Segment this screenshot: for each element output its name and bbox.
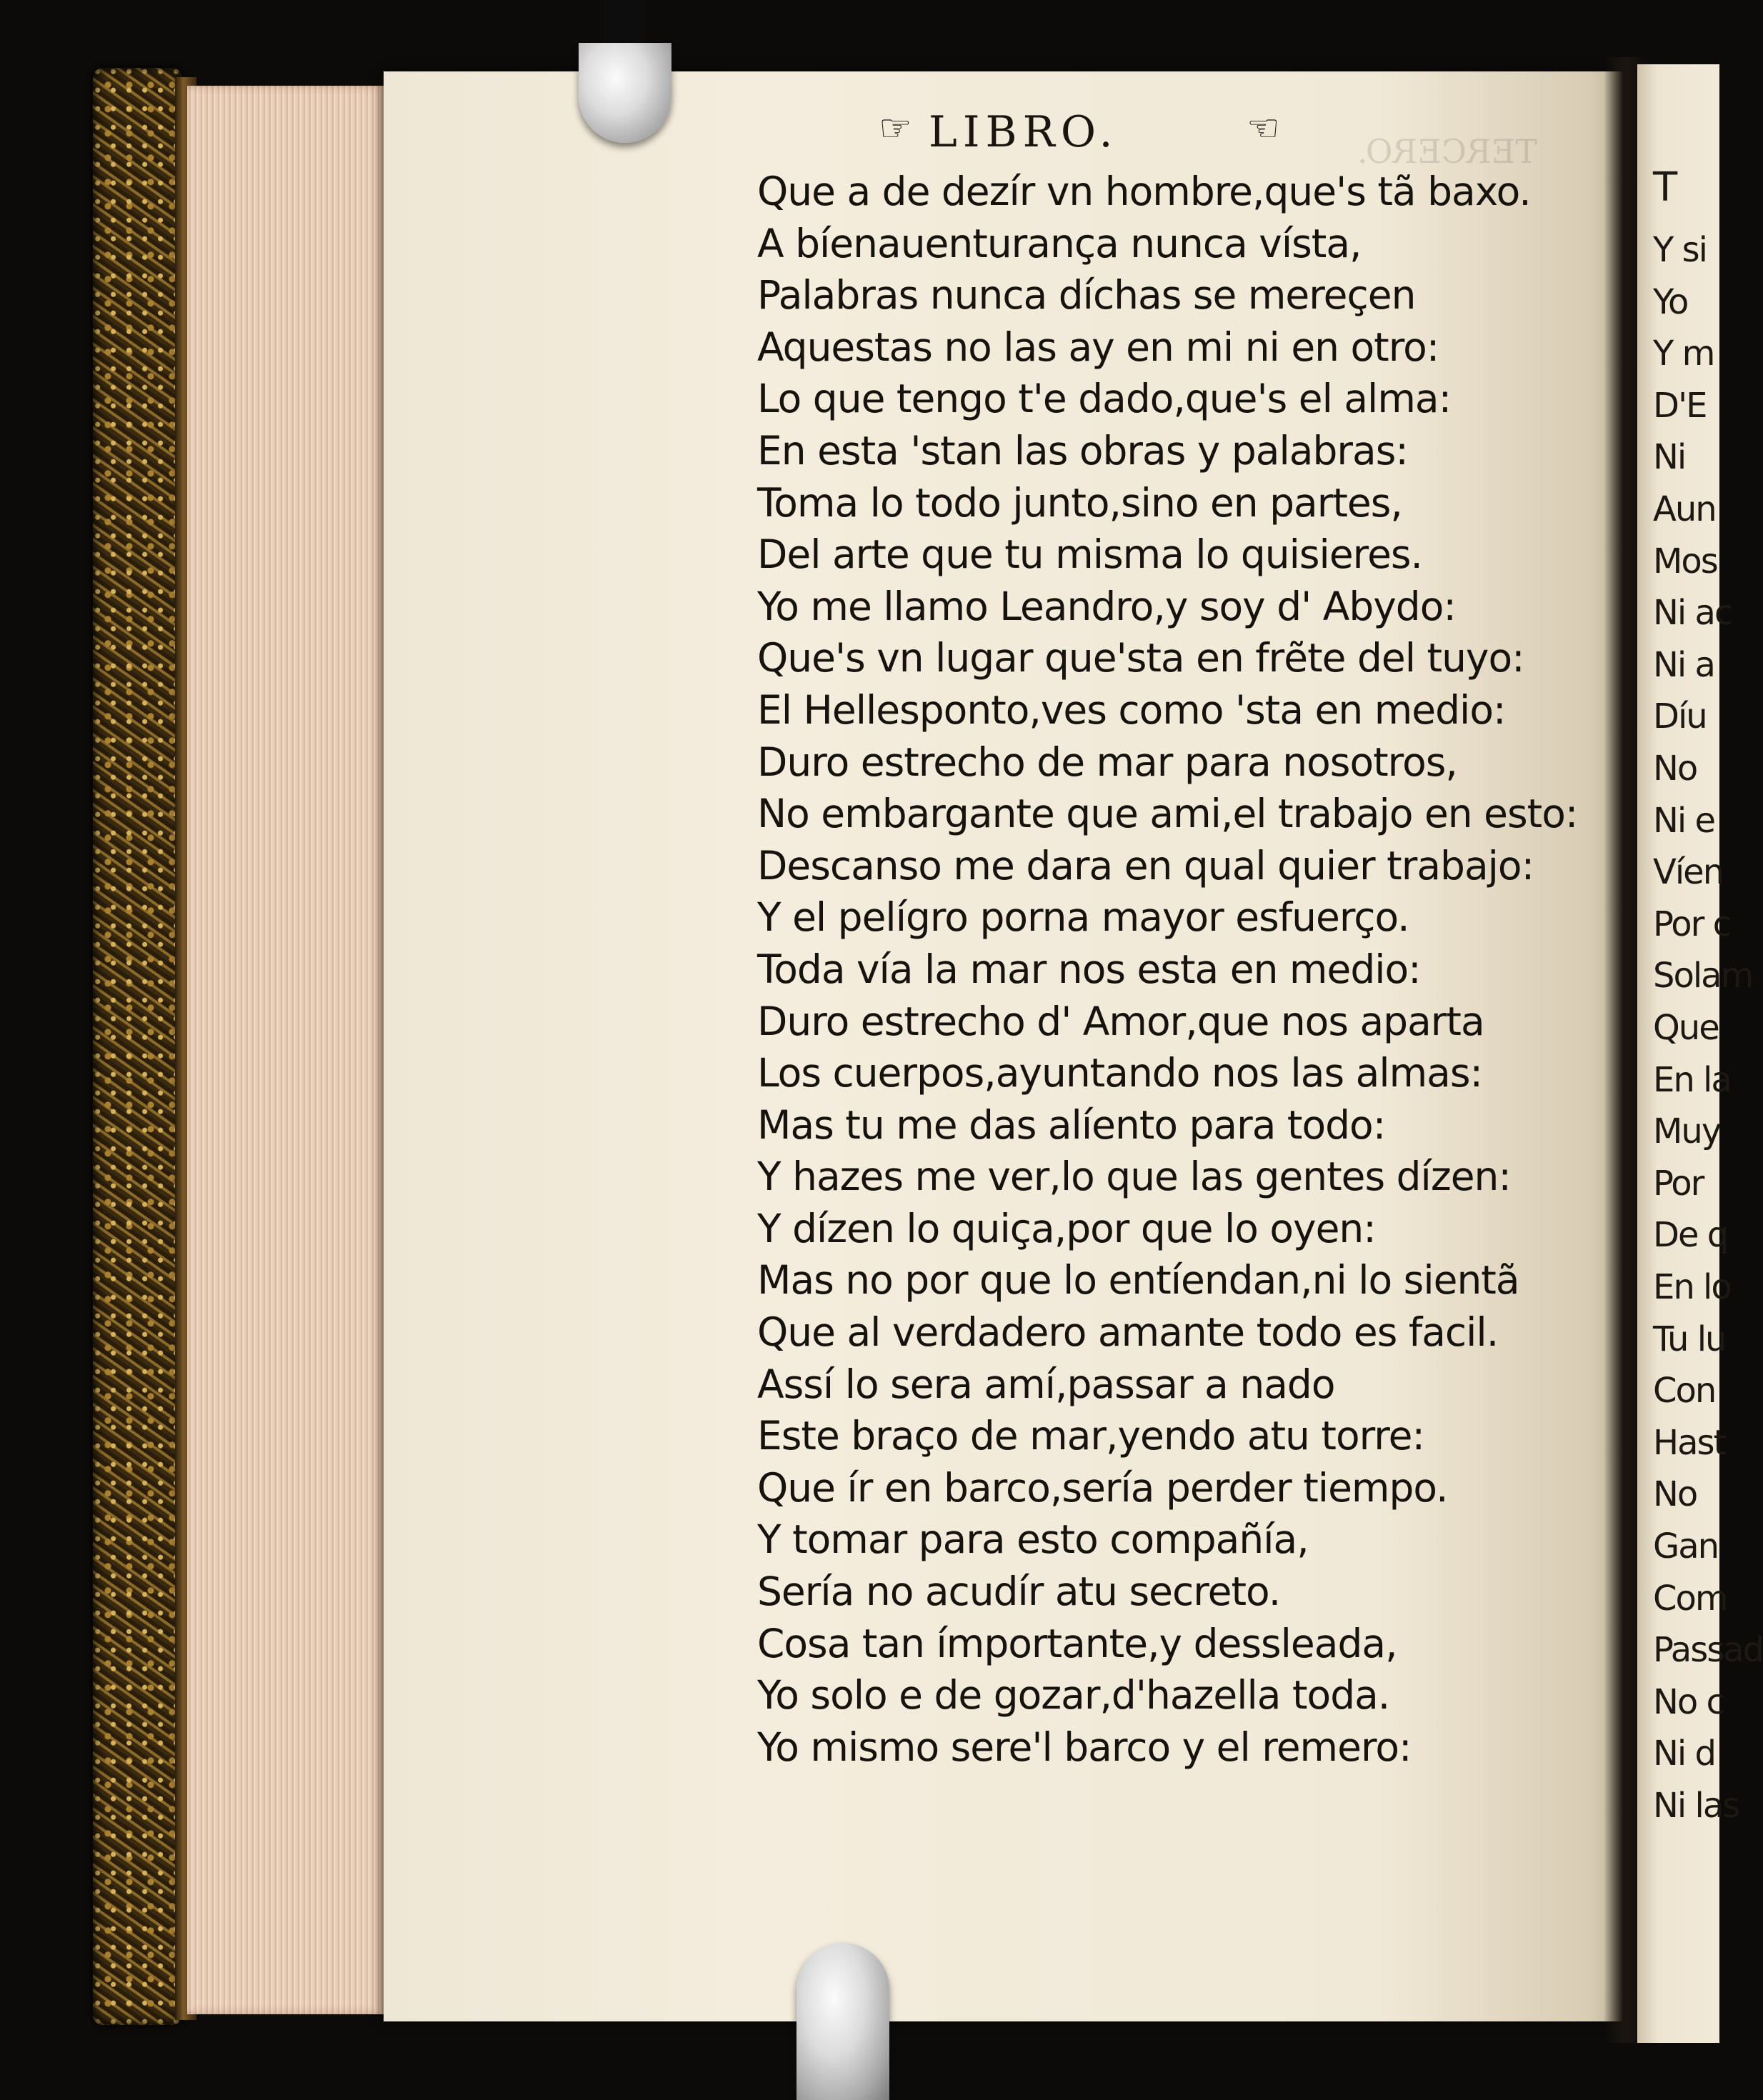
verse-line: Lo que tengo t'e dado,que's el alma:: [757, 376, 1452, 422]
facing-line-fragment: Ni las: [1653, 1786, 1739, 1826]
facing-line-fragment: Passad: [1653, 1630, 1763, 1671]
verse-line: Descanso me dara en qual quier trabajo:: [757, 842, 1534, 889]
verse-line: Y hazes me ver,lo que las gentes dízen:: [757, 1154, 1511, 1200]
facing-line-fragment: Díu: [1653, 696, 1707, 737]
facing-line-fragment: Ni: [1653, 437, 1686, 478]
facing-page: [1637, 64, 1763, 2043]
glass-clip-bottom: [796, 1943, 889, 2100]
facing-line-fragment: Yo: [1653, 281, 1688, 322]
facing-line-fragment: Ni ac: [1653, 593, 1732, 634]
verse-line: Palabras nunca díchas se mereçen: [757, 272, 1416, 319]
show-through-text: TERCERO.: [1357, 132, 1537, 171]
facing-line-fragment: Víen: [1653, 852, 1724, 893]
facing-line-fragment: Ni e: [1653, 800, 1715, 841]
verse-line: Que's vn lugar que'sta en frẽte del tuyo:: [757, 635, 1524, 681]
verse-line: Aquestas no las ay en mi ni en otro:: [757, 324, 1439, 370]
facing-line-fragment: Ni d: [1653, 1734, 1715, 1774]
facing-line-fragment: Que: [1653, 1008, 1719, 1048]
facing-line-fragment: Por c: [1653, 904, 1730, 944]
facing-line-fragment: En lo: [1653, 1267, 1731, 1307]
verse-line: Toda vía la mar nos esta en medio:: [757, 946, 1421, 992]
facing-line-fragment: Gan: [1653, 1526, 1719, 1566]
facing-line-fragment: Por: [1653, 1163, 1704, 1204]
facing-line-fragment: No c: [1653, 1681, 1724, 1722]
facing-line-fragment: Muy: [1653, 1111, 1721, 1152]
verse-line: Yo solo e de gozar,d'hazella toda.: [757, 1672, 1390, 1719]
verse-line: Toma lo todo junto,sino en partes,: [757, 479, 1402, 526]
facing-line-fragment: Ni a: [1653, 644, 1714, 685]
verse-line: Y dízen lo quiça,por que lo oyen:: [757, 1205, 1376, 1251]
running-head: LIBRO.: [929, 107, 1119, 157]
facing-running-head: T: [1653, 164, 1677, 211]
poem-text: [757, 166, 1586, 1773]
facing-line-fragment: De q: [1653, 1215, 1728, 1256]
gilt-binding: [93, 68, 182, 2025]
facing-line-fragment: Mos: [1653, 541, 1717, 581]
verse-line: Yo me llamo Leandro,y soy d' Abydo:: [757, 583, 1456, 629]
verse-line: No embargante que ami,el trabajo en esto:: [757, 791, 1578, 837]
facing-line-fragment: Solam: [1653, 956, 1753, 996]
facing-line-fragment: Com: [1653, 1578, 1727, 1619]
facing-line-fragment: Con: [1653, 1371, 1716, 1411]
facing-line-fragment: Tu lu: [1653, 1319, 1726, 1359]
facing-line-fragment: No: [1653, 749, 1697, 789]
verse-line: Duro estrecho d' Amor,que nos aparta: [757, 998, 1484, 1044]
verse-line: Yo mismo sere'l barco y el remero:: [757, 1724, 1412, 1770]
facing-line-fragment: D'E: [1653, 385, 1707, 426]
verse-line: Que al verdadero amante todo es facil.: [757, 1309, 1499, 1356]
verse-line: Sería no acudír atu secreto.: [757, 1569, 1281, 1615]
verse-line: Este braço de mar,yendo atu torre:: [757, 1413, 1425, 1459]
verse-line: Duro estrecho de mar para nosotros,: [757, 739, 1457, 785]
verse-line: El Hellesponto,ves como 'sta en medio:: [757, 686, 1506, 733]
glass-clip-top: [579, 43, 671, 143]
verse-line: Assí lo sera amí,passar a nado: [757, 1361, 1335, 1407]
verse-line: Y el pelígro porna mayor esfuerço.: [757, 894, 1409, 941]
verse-line: Mas no por que lo entíendan,ni lo sientã: [757, 1257, 1519, 1304]
verse-line: A bíenauenturança nunca vísta,: [757, 220, 1362, 266]
facing-line-fragment: Aun: [1653, 489, 1716, 529]
ornament-right: ☜: [1247, 107, 1280, 150]
verse-line: Y tomar para esto compañía,: [757, 1516, 1309, 1563]
verse-line: Cosa tan ímportante,y dessleada,: [757, 1620, 1397, 1666]
facing-line-fragment: Hast: [1653, 1422, 1726, 1463]
facing-line-fragment: En la: [1653, 1059, 1731, 1100]
verse-line: Mas tu me das alíento para todo:: [757, 1101, 1386, 1148]
verse-line: Que a de dezír vn hombre,que's tã baxo.: [757, 169, 1531, 214]
ornament-left: ☞: [879, 107, 912, 150]
verse-line: En esta 'stan las obras y palabras:: [757, 427, 1408, 474]
verse-line: Que ír en barco,sería perder tiempo.: [757, 1464, 1448, 1511]
verse-line: Los cuerpos,ayuntando nos las almas:: [757, 1050, 1483, 1096]
page-edges: [187, 86, 384, 2014]
verse-line: Del arte que tu misma lo quisieres.: [757, 531, 1423, 578]
facing-line-fragment: Y si: [1653, 230, 1707, 270]
facing-line-fragment: No: [1653, 1474, 1697, 1515]
facing-line-fragment: Y m: [1653, 334, 1714, 374]
